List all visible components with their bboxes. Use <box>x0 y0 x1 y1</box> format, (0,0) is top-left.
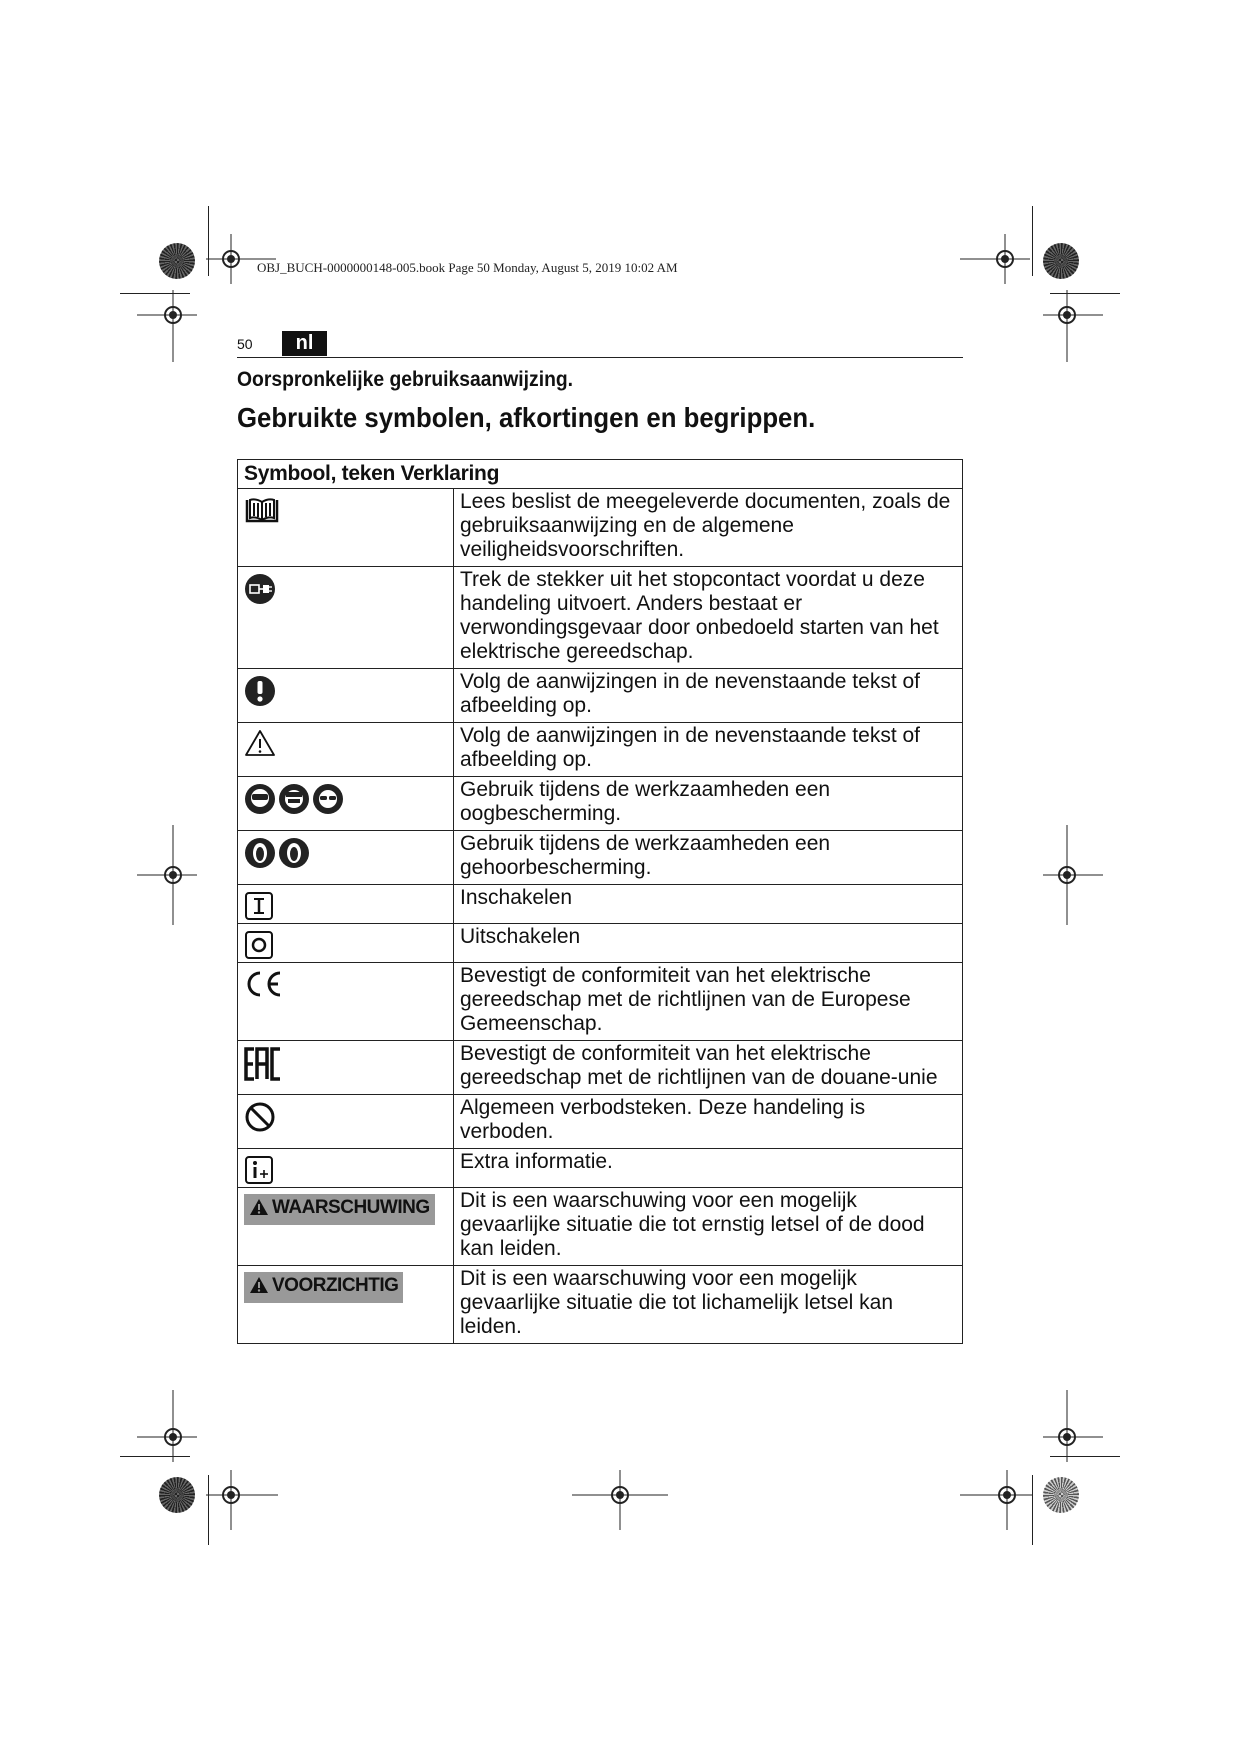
signal-word: WAARSCHUWING <box>272 1197 430 1218</box>
language-tab: nl <box>282 331 327 356</box>
table-header-row <box>238 460 963 489</box>
explanation-text: Dit is een waarschuwing voor een mogelijk gevaarlijke situatie die tot ernstig letsel of de dood kan leiden. <box>454 1188 963 1266</box>
table-row <box>238 669 963 723</box>
explanation-text: Volg de aanwijzingen in de nevenstaande tekst of afbeelding op. <box>454 723 963 777</box>
ear-protection-icon <box>244 837 310 869</box>
eye-protection-icon <box>244 783 344 815</box>
table-row <box>238 1188 963 1266</box>
explanation-text: Volg de aanwijzingen in de nevenstaande tekst of afbeelding op. <box>454 669 963 723</box>
registration-mark-icon <box>1043 1390 1103 1462</box>
explanation-text: Bevestigt de conformiteit van het elektrische gereedschap met de richtlijnen van de douane-unie <box>454 1041 963 1095</box>
symbols-table <box>237 459 963 1344</box>
page-number: 50 <box>237 336 253 352</box>
document-subtitle: Oorspronkelijke gebruiksaanwijzing. <box>237 368 574 391</box>
color-rosette-icon <box>159 243 195 279</box>
registration-mark-icon <box>960 234 1030 284</box>
explanation-text: Inschakelen <box>454 885 963 924</box>
table-header <box>238 460 963 489</box>
switch-off-icon <box>244 930 274 960</box>
explanation-text: Algemeen verbodsteken. Deze handeling is verboden. <box>454 1095 963 1149</box>
table-row <box>238 777 963 831</box>
switch-on-icon <box>244 891 274 921</box>
registration-mark-icon <box>572 1470 668 1530</box>
table-row <box>238 1041 963 1095</box>
explanation-text: Extra informatie. <box>454 1149 963 1188</box>
explanation-text: Dit is een waarschuwing voor een mogelijk gevaarlijke situatie die tot lichamelijk letsel kan leiden. <box>454 1266 963 1344</box>
table-row <box>238 1149 963 1188</box>
registration-mark-icon <box>137 825 197 925</box>
column-header-symbol: Symbool, teken <box>244 462 396 485</box>
explanation-text: Trek de stekker uit het stopcontact voordat u deze handeling uitvoert. Anders bestaat er verwondingsgevaar door onbedoeld starten van het elektrische gereedschap. <box>454 567 963 669</box>
caution-signal-icon <box>249 1276 269 1300</box>
explanation-text: Uitschakelen <box>454 924 963 963</box>
mandatory-exclamation-icon <box>244 675 276 707</box>
table-row <box>238 831 963 885</box>
ce-mark-icon <box>244 969 284 999</box>
registration-mark-icon <box>137 290 197 362</box>
caution-signal-label <box>244 1272 403 1303</box>
column-header-explanation: Verklaring <box>400 462 500 485</box>
crop-mark <box>1032 1475 1033 1545</box>
explanation-text: Lees beslist de meegeleverde documenten, zoals de gebruiksaanwijzing en de algemene veiligheidsvoorschriften. <box>454 489 963 567</box>
signal-word: VOORZICHTIG <box>272 1275 399 1296</box>
table-row <box>238 924 963 963</box>
registration-mark-icon <box>1043 825 1103 925</box>
table-row <box>238 1095 963 1149</box>
table-row <box>238 963 963 1041</box>
warning-signal-icon <box>249 1198 269 1222</box>
info-plus-icon <box>244 1155 274 1185</box>
table-row <box>238 723 963 777</box>
color-rosette-icon <box>159 1477 195 1513</box>
page-title: Gebruikte symbolen, afkortingen en begrippen. <box>237 402 816 433</box>
color-rosette-icon <box>1043 243 1079 279</box>
warning-signal-label <box>244 1194 435 1225</box>
color-rosette-icon <box>1043 1477 1079 1513</box>
eac-mark-icon <box>244 1047 282 1081</box>
registration-mark-icon <box>960 1470 1032 1530</box>
registration-mark-icon <box>1043 290 1103 362</box>
registration-mark-icon <box>206 234 276 284</box>
table-row <box>238 885 963 924</box>
warning-triangle-icon <box>244 729 276 757</box>
explanation-text: Bevestigt de conformiteit van het elektrische gereedschap met de richtlijnen van de Europese Gemeenschap. <box>454 963 963 1041</box>
prohibition-icon <box>244 1101 276 1133</box>
read-manual-icon <box>244 495 280 525</box>
table-row <box>238 567 963 669</box>
print-file-line: OBJ_BUCH-0000000148-005.book Page 50 Monday, August 5, 2019 10:02 AM <box>257 260 678 275</box>
explanation-text: Gebruik tijdens de werkzaamheden een oogbescherming. <box>454 777 963 831</box>
unplug-icon <box>244 573 276 605</box>
registration-mark-icon <box>137 1390 197 1462</box>
table-row <box>238 489 963 567</box>
header-rule <box>237 357 963 358</box>
explanation-text: Gebruik tijdens de werkzaamheden een gehoorbescherming. <box>454 831 963 885</box>
registration-mark-icon <box>206 1470 278 1530</box>
table-row <box>238 1266 963 1344</box>
crop-mark <box>1032 206 1033 276</box>
